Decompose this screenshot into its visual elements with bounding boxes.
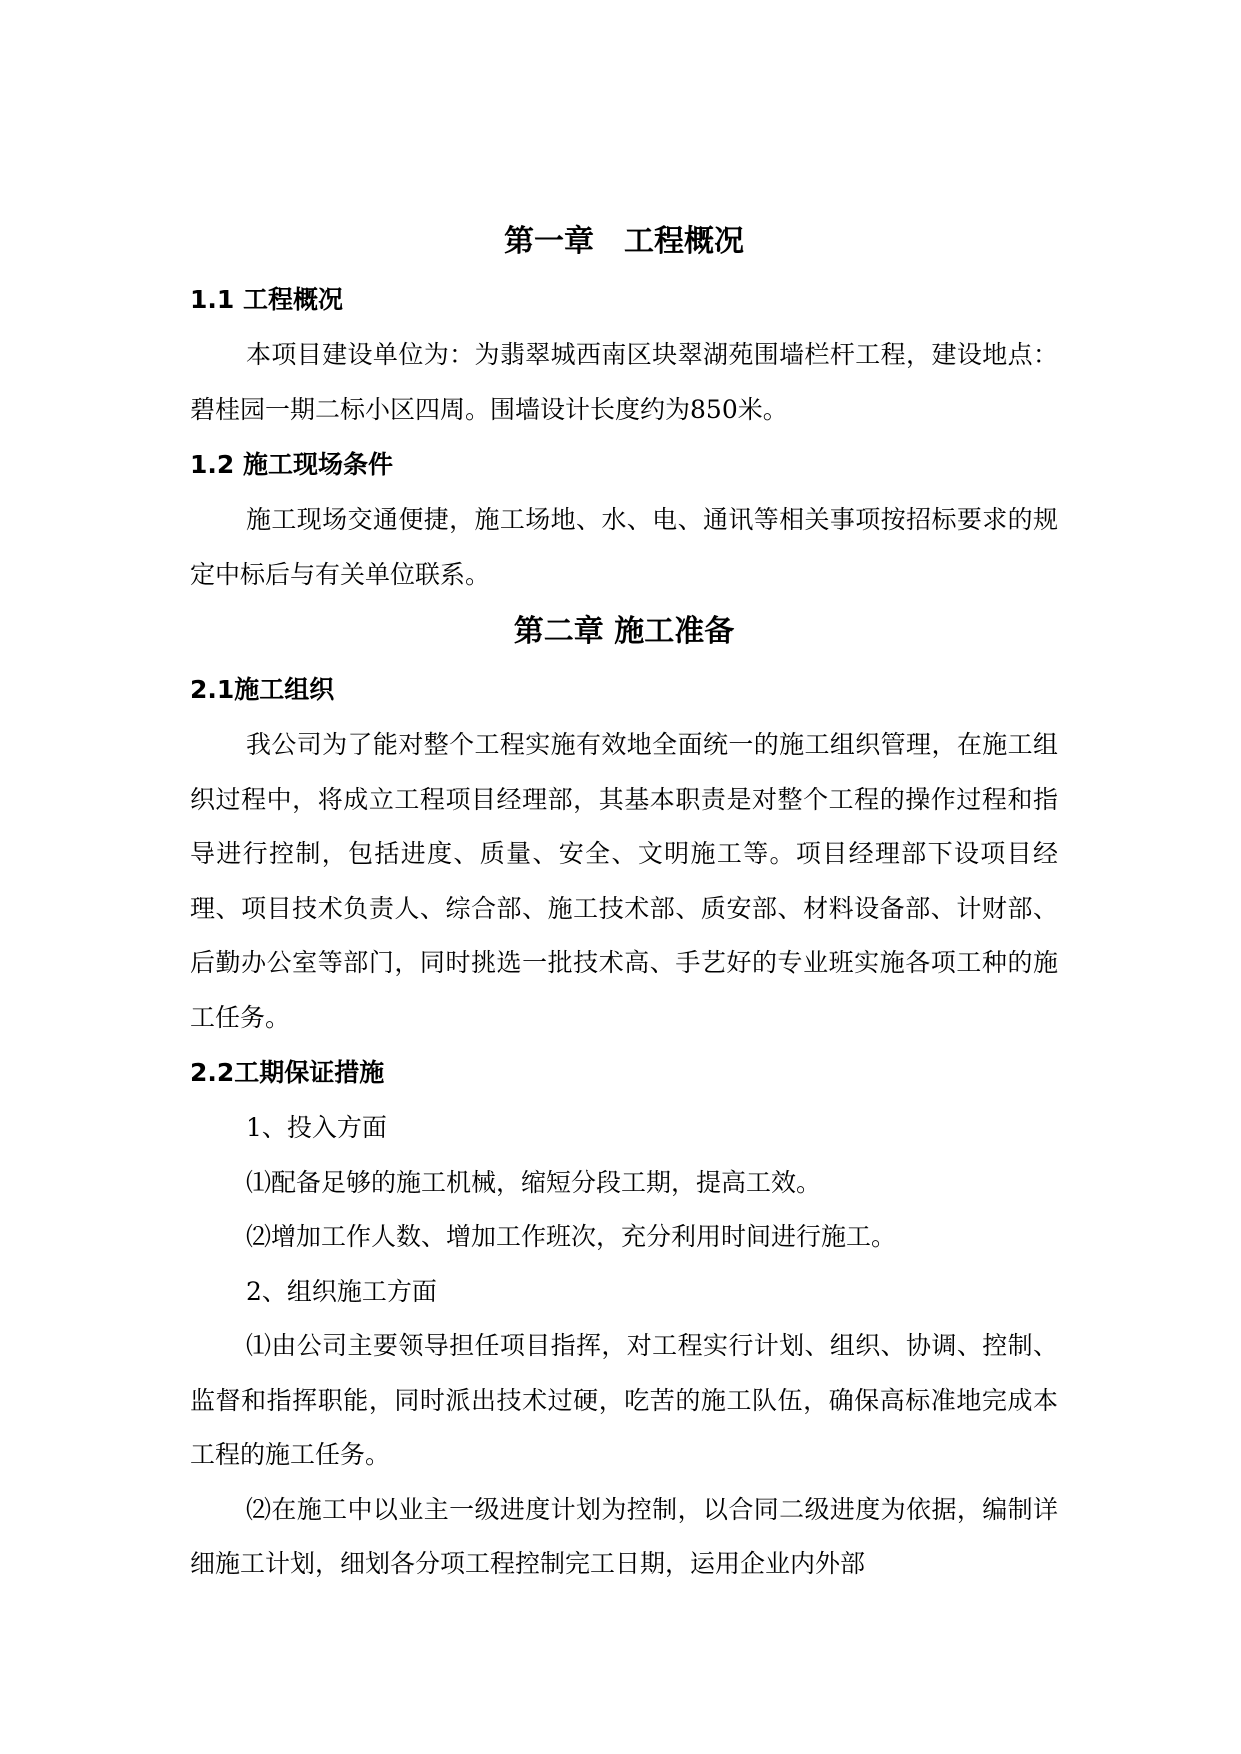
item-1-b: ⑵增加工作人数、增加工作班次，充分利用时间进行施工。 bbox=[246, 1222, 897, 1251]
section-2-2-heading: 2.2工期保证措施 bbox=[190, 1058, 385, 1087]
chapter-2-title: 第二章 施工准备 bbox=[513, 614, 735, 649]
section-2-1-text: 我公司为了能对整个工程实施有效地全面统一的施工组织管理，在施工组织过程中，将成立工程项目经理部，其基本职责是对整个工程的操作过程和指导进行控制，包括进度、质量、安全、文明施工等。项目经理部下设项目经理、项目技术负责人、综合部、施工技术部、质安部、材料设备部、计财部、后勤办公室等部门，同时挑选一批技术高、手艺好的专业班实施各项工种的施工任务。 bbox=[190, 730, 1058, 1032]
section-2-1-heading: 2.1施工组织 bbox=[190, 675, 335, 704]
item-1-heading: 1、投入方面 bbox=[246, 1113, 387, 1142]
item-1-a: ⑴配备足够的施工机械，缩短分段工期，提高工效。 bbox=[246, 1167, 822, 1197]
section-1-2-text: 施工现场交通便捷，施工场地、水、电、通讯等相关事项按招标要求的规定中标后与有关单位联系。 bbox=[190, 505, 1058, 589]
section-1-2-heading: 1.2 施工现场条件 bbox=[190, 450, 393, 479]
document-page bbox=[190, 212, 1058, 1592]
chapter-1-title: 第一章 工程概况 bbox=[504, 224, 744, 259]
item-2-heading: 2、组织施工方面 bbox=[246, 1276, 437, 1306]
section-1-1-heading: 1.1 工程概况 bbox=[190, 285, 343, 314]
section-1-1-text: 本项目建设单位为：为翡翠城西南区块翠湖苑围墙栏杆工程，建设地点：碧桂园一期二标小区四周。围墙设计长度约为850米。 bbox=[190, 340, 1058, 424]
item-2-b: ⑵在施工中以业主一级进度计划为控制，以合同二级进度为依据，编制详细施工计划，细划各分项工程控制完工日期，运用企业内外部 bbox=[190, 1494, 1058, 1578]
item-2-a: ⑴由公司主要领导担任项目指挥，对工程实行计划、组织、协调、控制、监督和指挥职能，同时派出技术过硬，吃苦的施工队伍，确保高标准地完成本工程的施工任务。 bbox=[190, 1331, 1058, 1469]
